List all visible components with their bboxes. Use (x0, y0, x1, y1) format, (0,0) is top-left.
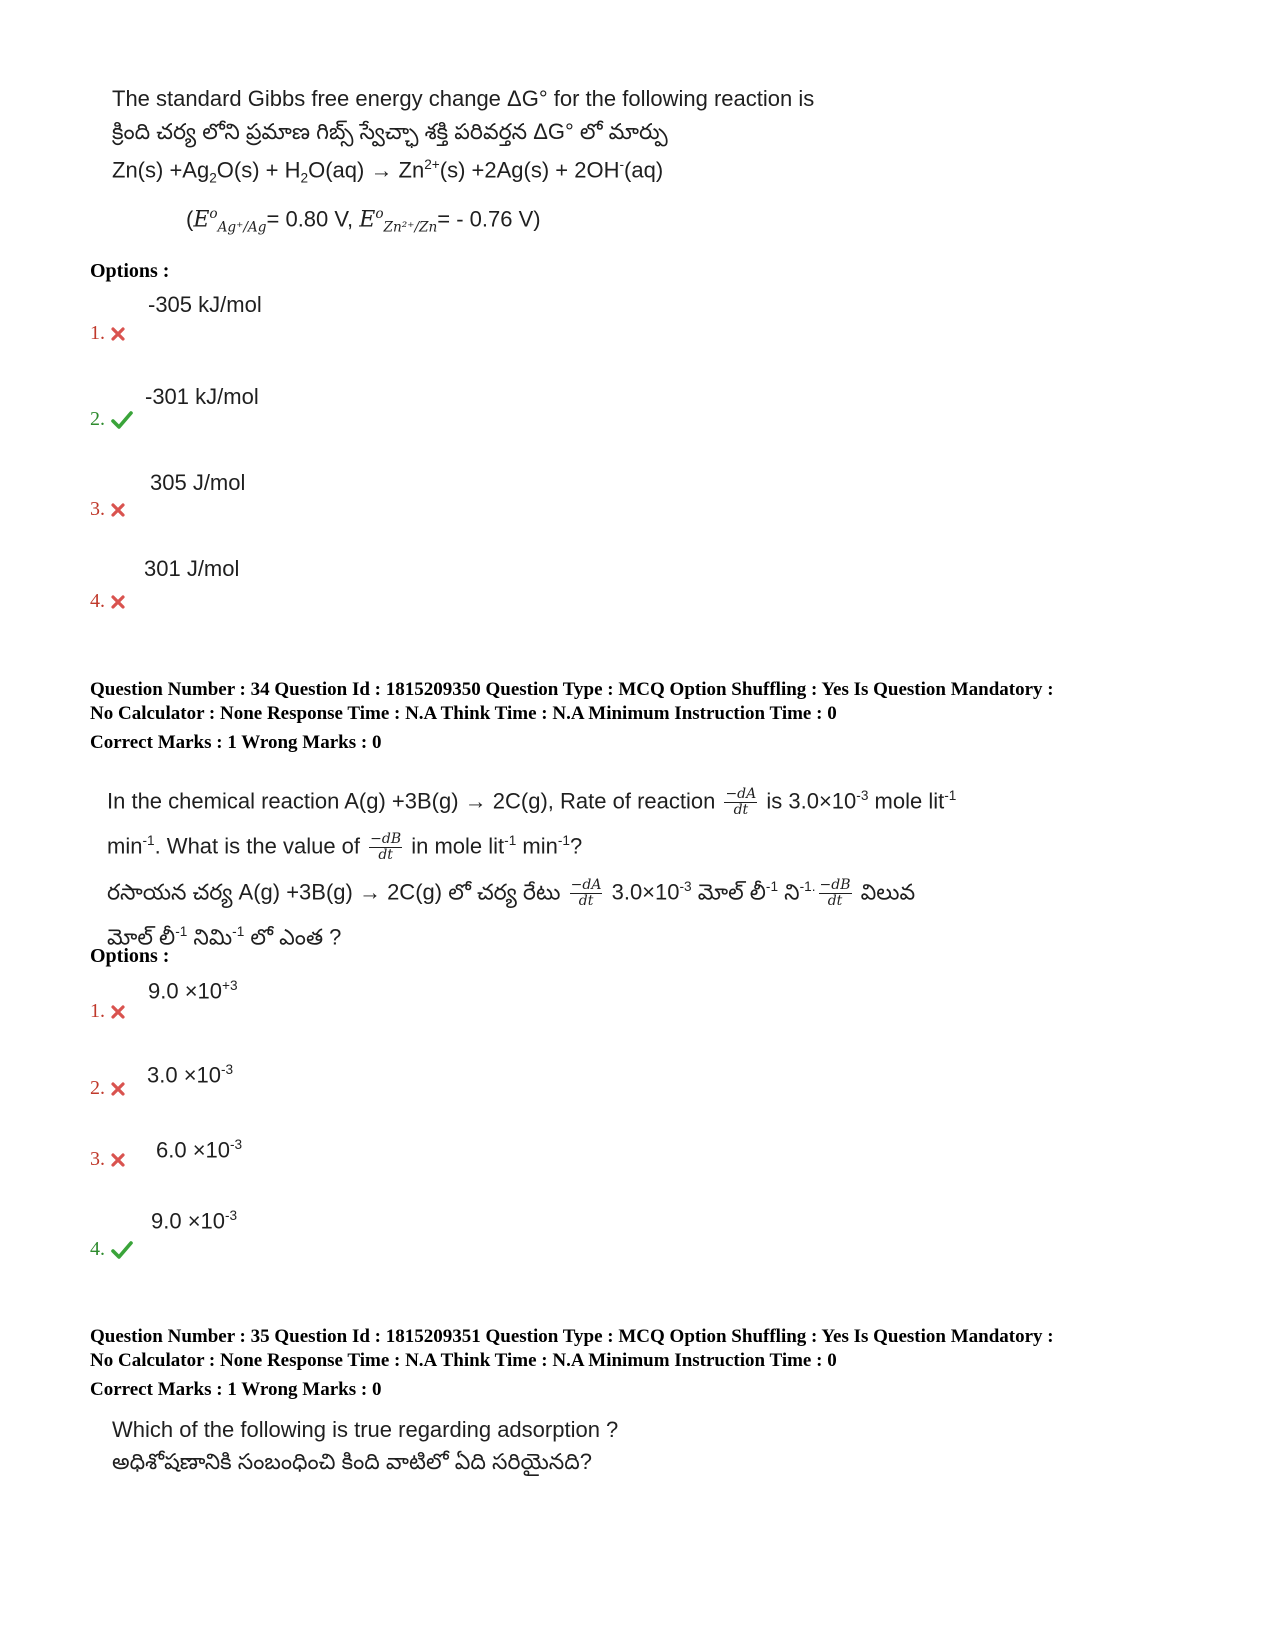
check-icon (111, 411, 133, 429)
q34-line-4-telugu: మోల్ లీ$^{-1}$ నిమి$^{-1}$ లో ఎంత ? (107, 923, 342, 950)
q33-option-1-text: -305 kJ/mol (148, 292, 262, 317)
q33-option-4-text: 301 J/mol (144, 556, 240, 581)
q34-metadata: Question Number : 34 Question Id : 1815209350 Question Type : MCQ Option Shuffling : Yes Is Question Mandatory : No Calculator : None Response Time : N.A Think Time : N.A Minimum Instruction Time : 0 Correct Marks : 1 Wrong Marks : 0 (90, 679, 1054, 753)
cross-icon (111, 503, 125, 517)
q34-question-text (107, 776, 956, 957)
rate-fraction-db: $\frac{-dB}{dt}$ (370, 831, 402, 864)
cross-icon (111, 1153, 125, 1167)
q34-option-1-text: $9.0 \times 10^{+3}$ (148, 978, 238, 1004)
q33-option-2-text: -301 kJ/mol (145, 384, 259, 409)
q34-line-3-telugu: రసాయన చర్య A(g) +3B(g) → 2C(g) లో చర్య రేటు $\frac{-dA}{dt}$ $3.0\times 10^{-3}$ మోల్ లీ$^{-1}$ ని$^{-1.}$ $\frac{-dB}{dt}$ విలువ (107, 876, 916, 909)
cross-icon (111, 1082, 125, 1096)
q35-line-english: Which of the following is true regarding adsorption ? (112, 1417, 619, 1442)
q33-option-4: 4. (90, 590, 125, 613)
q33-option-3-text: 305 J/mol (150, 470, 246, 495)
q34-option-1: 1. (90, 1000, 125, 1023)
check-icon (111, 1241, 133, 1259)
q34-options-label: Options : (90, 945, 170, 967)
q33-question-text (112, 82, 814, 195)
q33-options-label: Options : (90, 260, 170, 282)
q33-reaction: $Zn(s) +Ag_2O(s) + H_2O(aq) \to Zn^{2+}(s) +2Ag(s) + 2OH^-(aq)$ (112, 157, 664, 186)
cross-icon (111, 595, 125, 609)
q34-option-4-text: $9.0 \times 10^{-3}$ (151, 1208, 238, 1234)
cross-icon (111, 1005, 125, 1019)
q34-option-2: 2. (90, 1077, 125, 1100)
q35-line-telugu: అధిశోషణానికి సంబంధించి కింది వాటిలో ఏది సరియైనది? (112, 1449, 593, 1474)
rate-fraction-db: $\frac{-dB}{dt}$ (819, 876, 851, 909)
q34-option-3: 3. (90, 1148, 125, 1171)
q35-question-text (112, 1414, 618, 1478)
rate-fraction-da: $\frac{-dA}{dt}$ (570, 876, 602, 909)
q34-option-4: 4. (90, 1238, 133, 1261)
q34-line-1: In the chemical reaction A(g) +3B(g) → 2C(g), Rate of reaction $\frac{-dA}{dt}$ is $3.0\times 10^{-3}$ mole lit$^{-1}$ (107, 786, 957, 819)
q33-line-english: The standard Gibbs free energy change ΔG° for the following reaction is (112, 86, 815, 111)
q33-electrode-potentials: ($E^o_{Ag^+/Ag}= 0.80$ V, $E^o_{Zn^{2+}/Zn}= - 0.76$ V) (186, 206, 541, 236)
rate-fraction-da: $\frac{-dA}{dt}$ (725, 786, 757, 819)
q33-option-2: 2. (90, 408, 133, 431)
q33-line-telugu: క్రింది చర్య లోని ప్రమాణ గిబ్స్ స్వేచ్ఛా శక్తి పరివర్తన ΔG° లో మార్పు (112, 119, 668, 144)
q35-metadata: Question Number : 35 Question Id : 1815209351 Question Type : MCQ Option Shuffling : Yes Is Question Mandatory : No Calculator : None Response Time : N.A Think Time : N.A Minimum Instruction Time : 0 Correct Marks : 1 Wrong Marks : 0 (90, 1326, 1054, 1400)
q33-option-1: 1. (90, 322, 125, 345)
q34-line-2: $\min^{-1}$. What is the value of $\frac{-dB}{dt}$ in mole lit$^{-1}$ $\min^{-1}$? (107, 831, 583, 864)
cross-icon (111, 327, 125, 341)
q33-option-3: 3. (90, 498, 125, 521)
q34-option-2-text: $3.0 \times 10^{-3}$ (147, 1062, 234, 1088)
q34-option-3-text: $6.0 \times 10^{-3}$ (156, 1137, 243, 1163)
